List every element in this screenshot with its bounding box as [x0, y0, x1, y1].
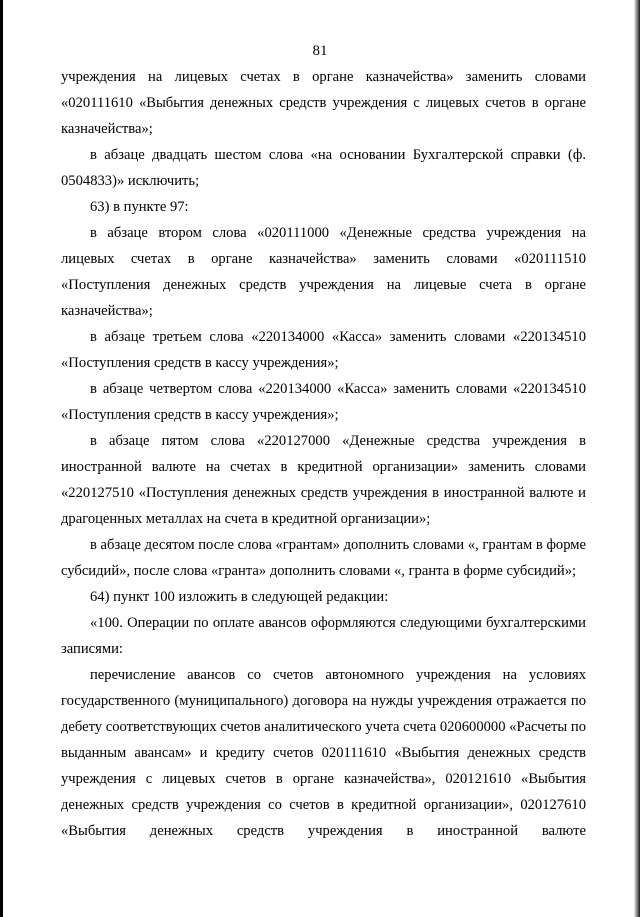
paragraph: в абзаце двадцать шестом слова «на основании Бухгалтерской справки (ф. 0504833)» исключить;	[61, 147, 586, 189]
paragraph-continued: перечисление авансов со счетов автономного учреждения на условиях государственного (муниципального) договора на нужды учреждения отражается по дебету соответствующих счетов аналитического учета счета 020600000 «Расчеты по выданным авансам» и кредиту счетов 020111610 «Выбытия денежных средств учреждения с лицевых счетов в органе казначейства», 020121610 «Выбытия денежных средств учреждения со счетов в кредитной организации», 020127610 «Выбытия денежных средств учреждения в иностранной валюте	[61, 667, 586, 839]
paragraph: в абзаце третьем слова «220134000 «Касса» заменить словами «220134510 «Поступления средств в кассу учреждения»;	[61, 329, 586, 371]
paragraph: в абзаце втором слова «020111000 «Денежные средства учреждения на лицевых счетах в органе казначейства» заменить словами «020111510 «Поступления денежных средств учреждения на лицевые счета в органе казначейства»;	[61, 225, 586, 319]
paragraph: 64) пункт 100 изложить в следующей редакции:	[90, 589, 389, 605]
paragraph: «100. Операции по оплате авансов оформляются следующими бухгалтерскими записями:	[61, 615, 586, 657]
paragraph: в абзаце пятом слова «220127000 «Денежные средства учреждения в иностранной валюте на счетах в кредитной организации» заменить словами «220127510 «Поступления денежных средств учреждения в иностранной валюте и драгоценных металлах на счета в кредитной организации»;	[61, 433, 586, 527]
page-number: 81	[312, 43, 328, 59]
scan-edge-right	[634, 0, 640, 917]
document-body	[61, 64, 586, 844]
paragraph: в абзаце десятом после слова «грантам» дополнить словами «, грантам в форме субсидий», после слова «гранта» дополнить словами «, гранта в форме субсидий»;	[61, 537, 586, 579]
paragraph: учреждения на лицевых счетах в органе казначейства» заменить словами «020111610 «Выбытия денежных средств учреждения с лицевых счетов в органе казначейства»;	[61, 69, 586, 137]
paragraph: 63) в пункте 97:	[90, 199, 189, 215]
scan-edge-left	[0, 0, 3, 917]
paragraph: в абзаце четвертом слова «220134000 «Касса» заменить словами «220134510 «Поступления средств в кассу учреждения»;	[61, 381, 586, 423]
